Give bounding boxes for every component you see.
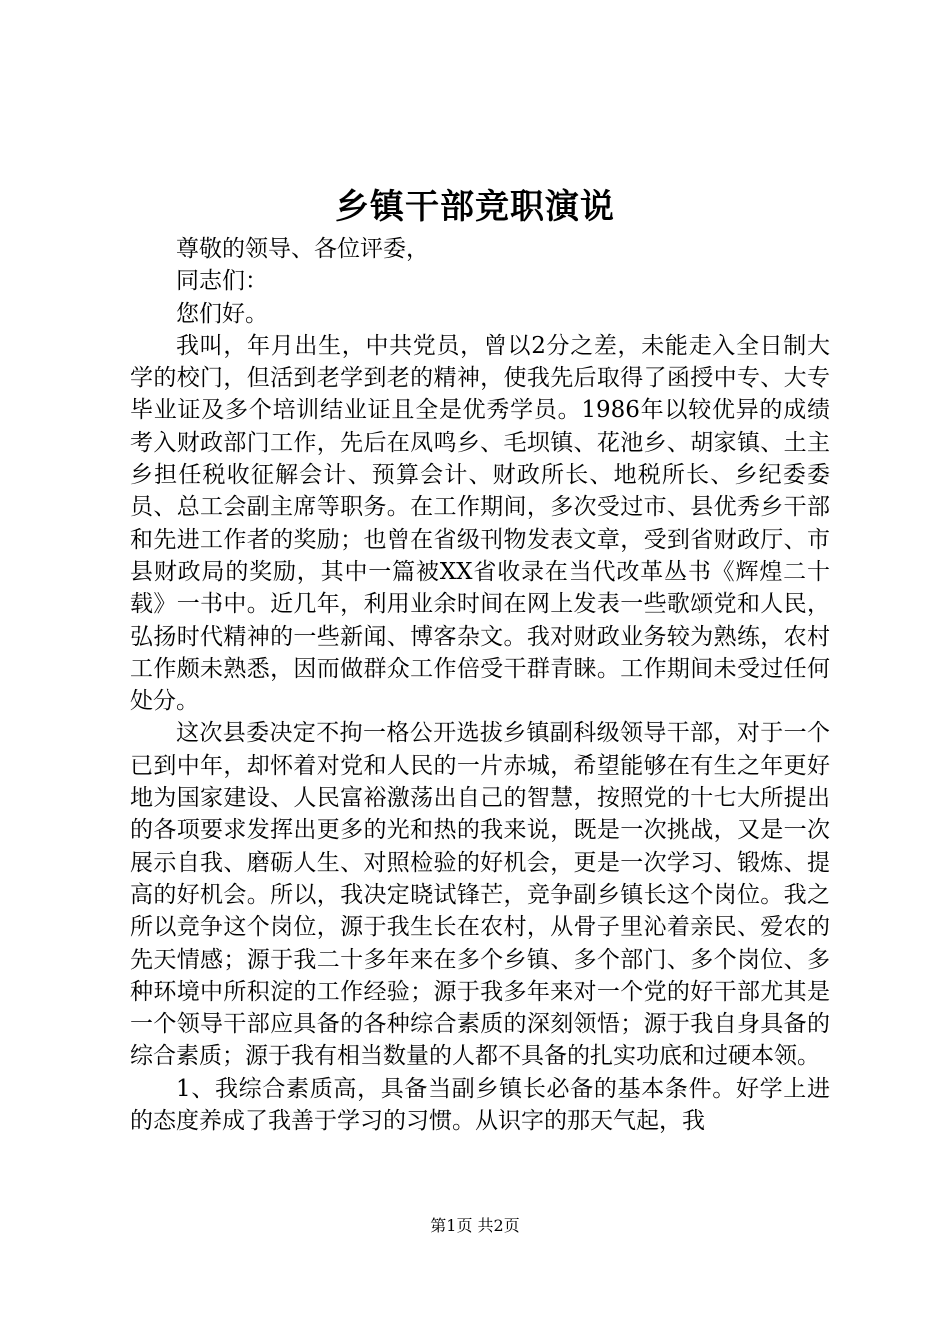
document-title: 乡镇干部竞职演说 xyxy=(335,187,615,227)
salutation-paragraph: 尊敬的领导、各位评委， xyxy=(176,236,429,262)
body-paragraph: 1、我综合素质高，具备当副乡镇长必备的基本条件。好学上进的态度养成了我善于学习的习惯。从识字的那天气起，我 xyxy=(130,1075,830,1135)
greeting-paragraph: 您们好。 xyxy=(176,300,268,327)
document-body xyxy=(130,233,830,1137)
body-paragraph: 我叫，年月出生，中共党员，曾以2分之差，未能走入全日制大学的校门，但活到老学到老的精神，使我先后取得了函授中专、大专毕业证及多个培训结业证且全是优秀学员。1986年以较优异的成绩考入财政部门工作，先后在凤鸣乡、毛坝镇、花池乡、胡家镇、土主乡担任税收征解会计、预算会计、财政所长、地税所长、乡纪委委员、总工会副主席等职务。在工作期间，多次受过市、县优秀乡干部和先进工作者的奖励；也曾在省级刊物发表文章，受到省财政厅、市县财政局的奖励，其中一篇被XX省收录在当代改革丛书《辉煌二十载》一书中。近几年，利用业余时间在网上发表一些歌颂党和人民，弘扬时代精神的一些新闻、博客杂文。我对财政业务较为熟练，农村工作颇未熟悉，因而做群众工作倍受干群青睐。工作期间未受过任何处分。 xyxy=(130,332,830,715)
salutation-paragraph: 同志们： xyxy=(176,268,268,295)
page-footer: 第1页 共2页 xyxy=(430,1216,520,1235)
body-paragraph: 这次县委决定不拘一格公开选拔乡镇副科级领导干部，对于一个已到中年，却怀着对党和人民的一片赤城，希望能够在有生之年更好地为国家建设、人民富裕激荡出自己的智慧，按照党的十七大所提出的各项要求发挥出更多的光和热的我来说，既是一次挑战，又是一次展示自我、磨砺人生、对照检验的好机会，更是一次学习、锻炼、提高的好机会。所以，我决定晓试锋芒，竞争副乡镇长这个岗位。我之所以竞争这个岗位，源于我生长在农村，从骨子里沁着亲民、爱农的先天情感；源于我二十多年来在多个乡镇、多个部门、多个岗位、多种环境中所积淀的工作经验；源于我多年来对一个党的好干部尤其是一个领导干部应具备的各种综合素质的深刻领悟；源于我自身具备的综合素质；源于我有相当数量的人都不具备的扎实功底和过硬本领。 xyxy=(130,720,830,1070)
